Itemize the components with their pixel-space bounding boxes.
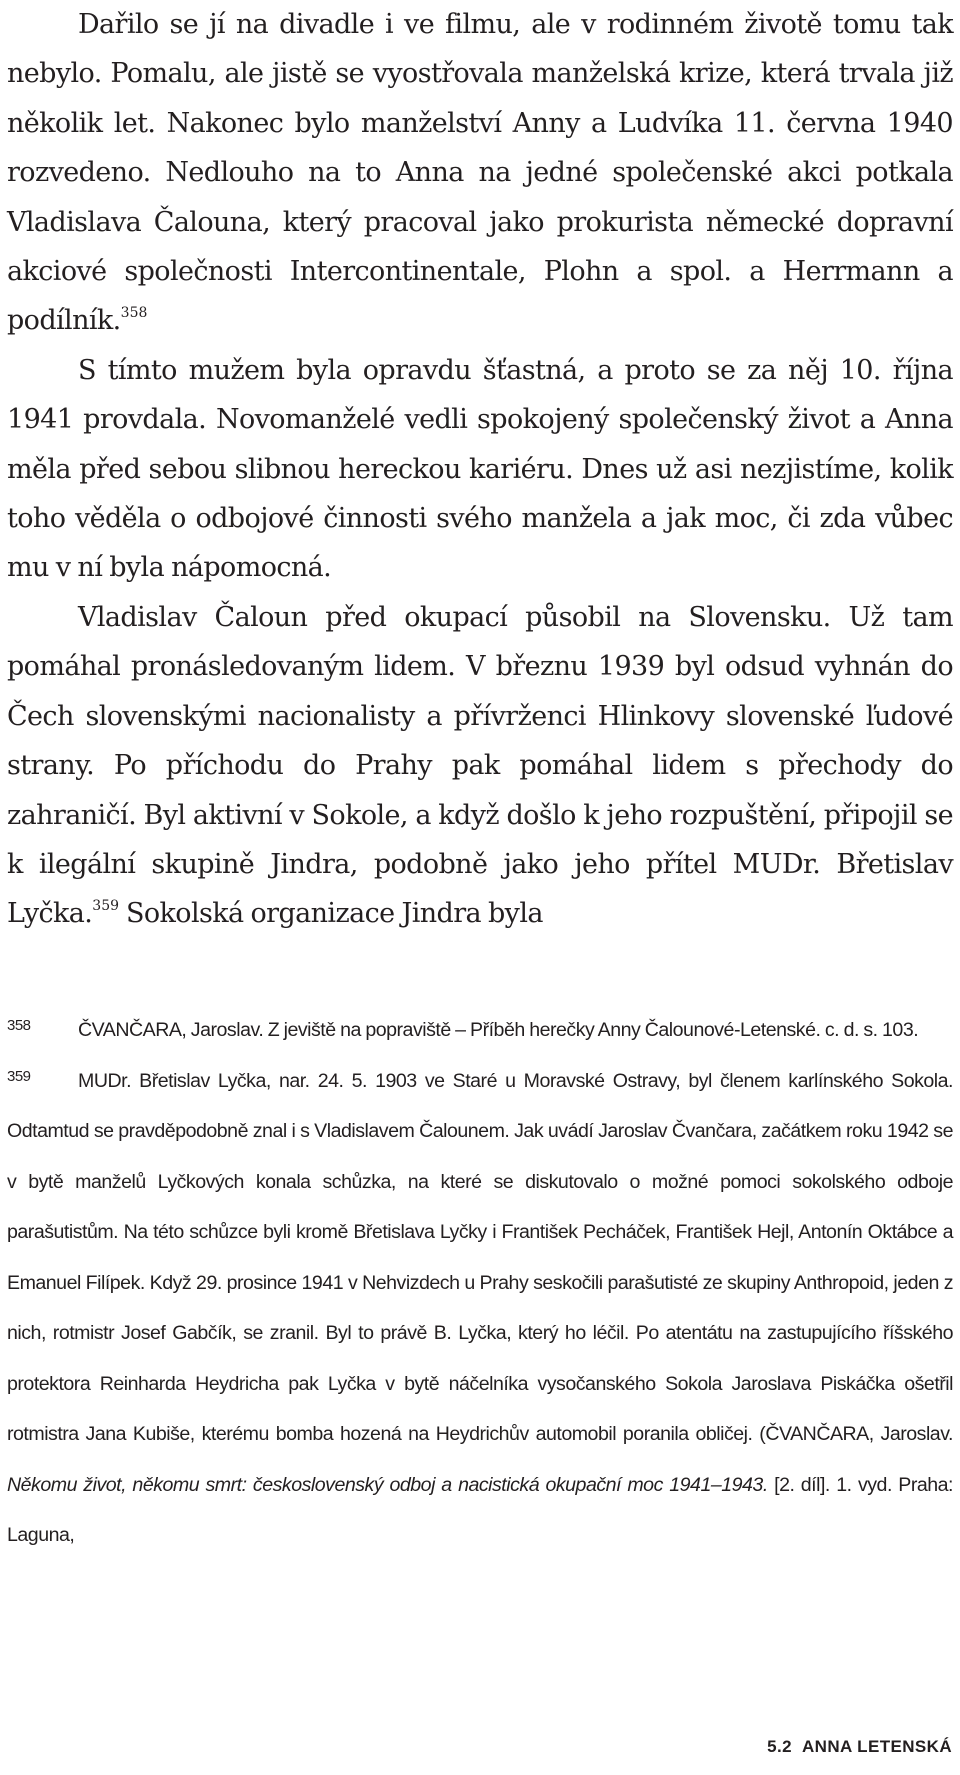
section-title: ANNA LETENSKÁ [801, 1737, 952, 1756]
footnote-358: 358 ČVANČARA, Jaroslav. Z jeviště na popraviště – Příběh herečky Anny Čalounové-Letenské. c. d. s. 103. [7, 1017, 919, 1041]
body-text [7, 0, 953, 939]
section-number: 5.2 [767, 1737, 792, 1756]
footnote-ref-358[interactable]: 358 [120, 305, 148, 322]
paragraph-1-text: Dařilo se jí na divadle i ve filmu, ale v rodinném životě tomu tak nebylo. Pomalu, ale jistě se vyostřovala manželská krize, která trvala již několik let. Nakonec bylo manželství Anny a Ludvíka 11. června 1940 rozvedeno. Nedlouho na to Anna na jedné společenské akci potkala Vladislava Čalouna, který pracoval jako prokurista německé dopravní akciové společnosti Intercontinentale, Plohn a spol. a Herrmann a podílník. [7, 9, 953, 337]
paragraph-3 [7, 593, 953, 939]
footnotes [7, 1005, 953, 1561]
running-footer [767, 1737, 952, 1757]
footnote-book-title: Někomu život, někomu smrt: československý odboj a nacistická okupační moc 1941–1943. [7, 1473, 768, 1496]
footnote-text-end: [2. díl]. 1. vyd. Praha: Laguna, [7, 1473, 953, 1546]
paragraph-1 [7, 0, 953, 346]
footnote-text: ČVANČARA, Jaroslav. Z jeviště na popraviště – Příběh herečky Anny Čalounové-Letenské. c. d. s. 103. [78, 1019, 919, 1041]
footnote-ref-359[interactable]: 359 [92, 898, 120, 915]
footnote-text: MUDr. Břetislav Lyčka, nar. 24. 5. 1903 ve Staré u Moravské Ostravy, byl členem karlínského Sokola. Odtamtud se pravděpodobně znal i s Vladislavem Čalounem. Jak uvádí Jaroslav Čvančara, začátkem roku 1942 se v bytě manželů Lyčkových konala schůzka, na které se diskutovalo o možné pomoci sokolského odboje parašutistům. Na této schůzce byli kromě Břetislava Lyčky i František Pecháček, František Hejl, Antonín Oktábce a Emanuel Filípek. Když 29. prosince 1941 v Nehvizdech u Prahy seskočili parašutisté ze skupiny Anthropoid, jeden z nich, rotmistr Josef Gabčík, se zranil. Byl to právě B. Lyčka, který ho léčil. Po atentátu na zastupujícího říšského protektora Reinharda Heydricha pak Lyčka v bytě náčelníka vysočanského Sokola Jaroslava Piskáčka ošetřil rotmistra Jana Kubiše, kterému bomba hozená na Heydrichův automobil poranila obličej. (ČVANČARA, Jaroslav. [7, 1069, 953, 1445]
paragraph-3-text: Vladislav Čaloun před okupací působil na Slovensku. Už tam pomáhal pronásledovaným lidem. V březnu 1939 byl odsud vyhnán do Čech slovenskými nacionalisty a přívrženci Hlinkovy slovenské ľudové strany. Po příchodu do Prahy pak pomáhal lidem s přechody do zahraničí. Byl aktivní v Sokole, a když došlo k jeho rozpuštění, připojil se k ilegální skupině Jindra, podobně jako jeho přítel MUDr. Břetislav Lyčka. [7, 601, 953, 930]
paragraph-3-tail: Sokolská organizace Jindra byla [119, 898, 543, 930]
footnote-359: 359 MUDr. Břetislav Lyčka, nar. 24. 5. 1903 ve Staré u Moravské Ostravy, byl členem karlínského Sokola. Odtamtud se pravděpodobně znal i s Vladislavem Čalounem. Jak uvádí Jaroslav Čvančara, začátkem roku 1942 se v bytě manželů Lyčkových konala schůzka, na které se diskutovalo o možné pomoci sokolského odboje parašutistům. Na této schůzce byli kromě Břetislava Lyčky i František Pecháček, František Hejl, Antonín Oktábce a Emanuel Filípek. Když 29. prosince 1941 v Nehvizdech u Prahy seskočili parašutisté ze skupiny Anthropoid, jeden z nich, rotmistr Josef Gabčík, se zranil. Byl to právě B. Lyčka, který ho léčil. Po atentátu na zastupujícího říšského protektora Reinharda Heydricha pak Lyčka v bytě náčelníka vysočanského Sokola Jaroslava Piskáčka ošetřil rotmistra Jana Kubiše, kterému bomba hozená na Heydrichův automobil poranila obličej. (ČVANČARA, Jaroslav. Někomu život, někomu smrt: československý odboj a nacistická okupační moc 1941–1943. [2. díl]. 1. vyd. Praha: Laguna, [7, 1067, 953, 1546]
paragraph-2: S tímto mužem byla opravdu šťastná, a proto se za něj 10. října 1941 provdala. Novomanželé vedli spokojený společenský život a Anna měla před sebou slibnou hereckou kariéru. Dnes už asi nezjistíme, kolik toho věděla o odbojové činnosti svého manžela a jak moc, či zda vůbec mu v ní byla nápomocná. [7, 354, 953, 584]
